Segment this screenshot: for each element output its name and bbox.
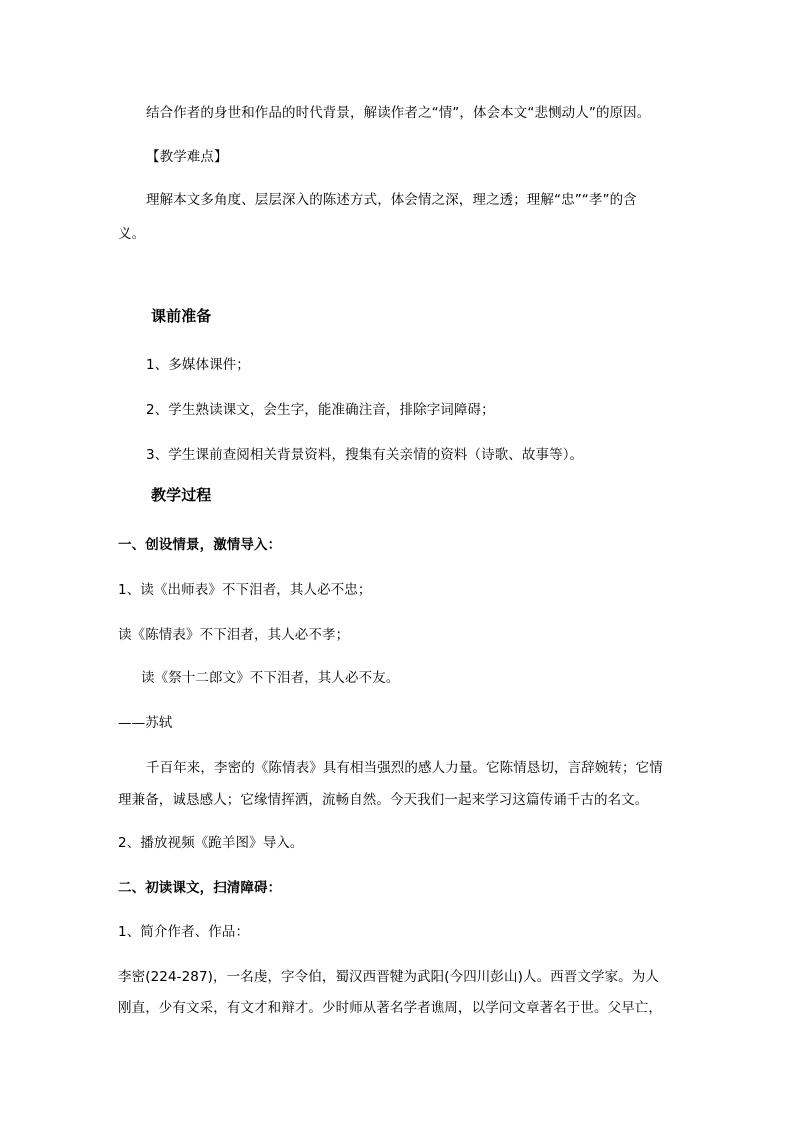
text-line: 1、读《出师表》不下泪者，其人必不忠； <box>118 582 372 598</box>
text-line: 2、播放视频《跪羊图》导入。 <box>118 835 304 851</box>
text-line: 理兼备，诚恳感人；它缘情挥洒，流畅自然。今天我们一起来学习这篇传诵千古的名文。 <box>118 792 649 808</box>
text-line: 理解本文多角度、层层深入的陈述方式，体会情之深，理之透；理解“忠”“孝”的含 <box>146 192 637 208</box>
text-line: 读《祭十二郎文》不下泪者，其人必不友。 <box>141 670 400 686</box>
section-heading: 课前准备 <box>151 307 212 325</box>
attribution: ——苏轼 <box>118 715 173 731</box>
section-label: 【教学难点】 <box>146 149 228 165</box>
subsection-heading: 二、初读课文，扫清障碍： <box>118 880 282 896</box>
subsection-heading: 一、创设情景，激情导入： <box>118 537 282 553</box>
list-item: 3、学生课前查阅相关背景资料，搜集有关亲情的资料（诗歌、故事等）。 <box>146 447 584 463</box>
text-line: 读《陈情表》不下泪者，其人必不孝； <box>118 627 350 643</box>
section-heading: 教学过程 <box>151 486 212 504</box>
list-item: 2、学生熟读课文，会生字，能准确注音，排除字词障碍； <box>146 402 495 418</box>
text-line: 1、简介作者、作品： <box>118 924 250 940</box>
text-line: 刚直，少有文采，有文才和辩才。少时师从著名学者谯周，以学问文章著名于世。父早亡， <box>118 1000 662 1016</box>
text-line: 结合作者的身世和作品的时代背景，解读作者之“情”，体会本文“悲恻动人”的原因。 <box>146 105 651 121</box>
text-line: 千百年来，李密的《陈情表》具有相当强烈的感人力量。它陈情恳切，言辞婉转；它情 <box>146 760 663 776</box>
list-item: 1、多媒体课件； <box>146 357 250 373</box>
text-line: 李密(224-287)，一名虔，字令伯，蜀汉西晋犍为武阳(今四川彭山)人。西晋文学家。为人 <box>118 969 659 985</box>
text-line: 义。 <box>118 226 146 242</box>
